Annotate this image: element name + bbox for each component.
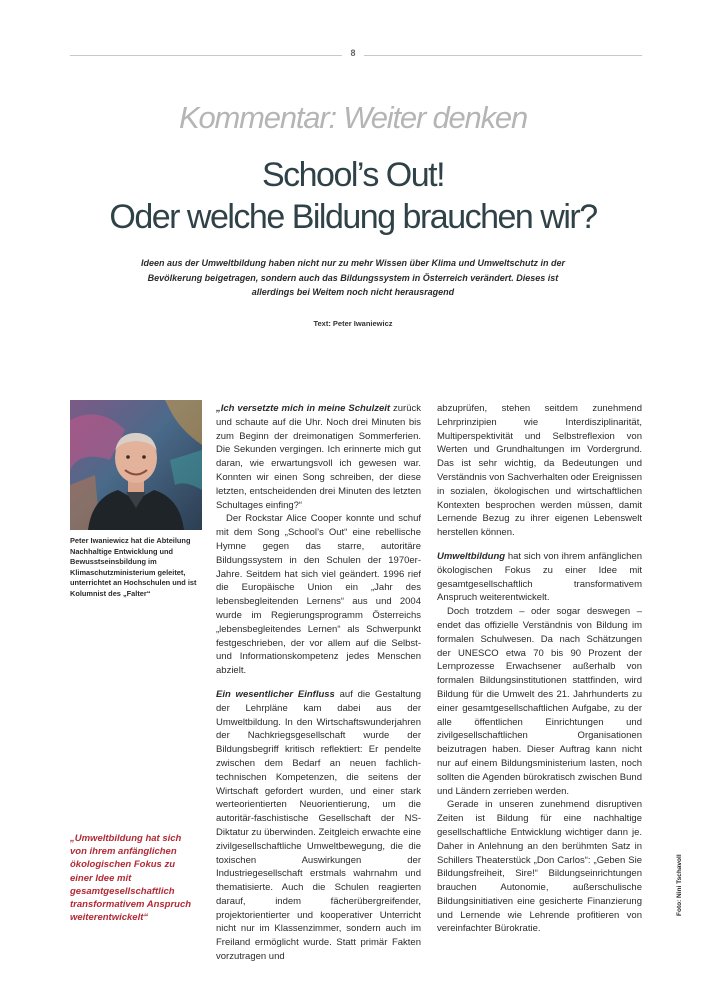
paragraph-2: Der Rockstar Alice Cooper konnte und schuf mit dem Song „School’s Out“ eine rebellische Hymne gegen das starre, autoritäre Bildungssystem in den Schulen der 1970er-Jahre. Seitdem hat sich viel geändert. 1996 rief die Europäische Union ein „Jahr des lebensbegleitenden Lernens“ aus und 2004 wurde im Regierungsprogramm Österreichs „lebensbegleitendes Lernen“ als Schwerpunkt festgeschrieben, der vor allem auf die Selbst- und Informationskompetenz jedes Menschen abzielt. — [216, 513, 421, 677]
lead-paragraph: Ideen aus der Umweltbildung haben nicht nur zu mehr Wissen über Klima und Umweltschutz in der Bevölkerung beigetragen, sondern auch das Bildungssystem in Österreich verändert. Dieses ist allerdings bei Weitem noch nicht herausragend — [141, 258, 565, 297]
paragraph-7: Gerade in unseren zunehmend disruptiven Zeiten ist Bildung für eine nachhaltige gesellschaftliche Entwicklung wichtiger dann je. Daher in Anlehnung an den berühmten Satz in Schillers Theaterstück „Don Carlos“: „Geben Sie Bildungsfreiheit, Sire!“ Bildungseinrichtungen brauchen Autonomie, außerschulische Bildungsinitiativen eine gesicherte Finanzierung und Lernende wie Lehrende profitieren von vereinfachter Bürokratie. — [437, 799, 642, 935]
paragraph-6: Doch trotzdem – oder sogar deswegen – endet das offizielle Verständnis von Bildung im formalen Schulwesen. Da nach Schätzungen der UNESCO etwa 70 bis 90 Prozent der Lernprozesse Erwachsener außerhalb von formalen Bildungsinstitutionen stattfinden, wird Bildung für die Umwelt des 21. Jahrhunderts zu einer gesamtgesellschaftlichen Aufgabe, zu der alle öffentlichen Einrichtungen und zivilgesellschaftlichen Organisationen beizutragen haben. Dieser Auftrag kann nicht nur auf einem Bildungsministerium lasten, noch sollten die Agenden bürokratisch zwischen Bund und Ländern zerrieben werden. — [437, 606, 642, 797]
photo-credit: Foto: Nini Tschavoll — [676, 854, 683, 916]
header-rule-left — [70, 55, 342, 56]
article-column-2 — [437, 402, 642, 936]
paragraph-1-text: zurück und schaute auf die Uhr. Noch drei Minuten bis zum Beginn der dreimonatigen Sommerferien. Die Sekunden vergingen. Ich erinnerte mich gut daran, wie erwartungsvoll ich gewesen war. Konnten wir einen Song schreiben, der diese letzten, entscheidenden drei Minuten des letzten Schultages einfing?“ — [216, 403, 422, 511]
author-caption: Peter Iwaniewicz hat die Abteilung Nachhaltige Entwicklung und Bewusstseinsbildung im Klimaschutzministerium geleitet, unterrichtet an Hochschulen und ist Kolumnist des „Falter“ — [70, 536, 197, 598]
paragraph-5-text: hat sich von ihrem anfänglichen ökologischen Fokus zu einer Idee mit gesamtgesellschaftlich transformativem Anspruch weiterentwickelt. — [437, 550, 642, 604]
paragraph-3-text: auf die Gestaltung der Lehrpläne kam dabei aus der Umweltbildung. In den Wirtschaftswunderjahren der Nachkriegsgesellschaft wurde der Bildungsbegriff kritisch reflektiert: Er pendelte zwischen dem Bedarf an neuen fachlich-technischen Kompetenzen, die seitens der Wirtschaft gefordert wurden, und einer stark werteorientierten Neuorientierung, um die autoritär-faschistische Gesellschaft der NS-Diktatur zu überwinden. Zeitgleich erwachte eine zivilgesellschaftliche Umweltbewegung, die die toxischen Auswirkungen der Industriegesellschaft erstmals wahrnahm und thematisierte. Auch die Schulen reagierten darauf, indem fächerübergreifender, projektorientierter und kooperativer Unterricht nicht nur im Klassenzimmer, sondern auch im Freiland ermöglicht wurde. Statt primär Fakten vorzutragen und — [216, 688, 422, 963]
paragraph-1-lead-in: „Ich versetzte mich in meine Schulzeit — [216, 403, 391, 414]
byline: Text: Peter Iwaniewicz — [313, 319, 393, 328]
paragraph-3 — [216, 688, 421, 964]
page-number: 8 — [350, 48, 356, 58]
paragraph-5-lead-in: Umweltbildung — [437, 550, 506, 562]
author-photo — [70, 400, 202, 530]
paragraph-5 — [437, 550, 642, 605]
pull-quote: „Umweltbildung hat sich von ihrem anfänglichen ökologischen Fokus zu einer Idee mit gesamtgesellschaftlich transformativem Anspruch weiterentwickelt“ — [70, 833, 192, 924]
paragraph-3-lead-in: Ein wesentlicher Einfluss — [216, 688, 335, 700]
author-portrait-illustration — [70, 400, 202, 530]
article-column-1 — [216, 402, 421, 964]
paragraph-1 — [216, 402, 421, 512]
headline-line-2: Oder welche Bildung brauchen wir? — [109, 198, 597, 236]
section-kicker: Kommentar: Weiter denken — [179, 100, 527, 135]
paragraph-4: abzuprüfen, stehen seitdem zunehmend Lehrprinzipien wie Interdisziplinarität, Multiperspektivität und Selbstreflexion von Werten und Grundhaltungen im Vordergrund. Das ist sehr wichtig, da Bedeutungen und Verständnis von Sachverhalten oder Ereignissen in sozialen, ökologischen und wirtschaftlichen Kontexten besprochen werden müssen, damit Lernende Bezug zu ihrer eigenen Lebenswelt herstellen können. — [437, 403, 642, 539]
header-rule-right — [364, 55, 642, 56]
headline-line-1: School’s Out! — [261, 156, 445, 194]
